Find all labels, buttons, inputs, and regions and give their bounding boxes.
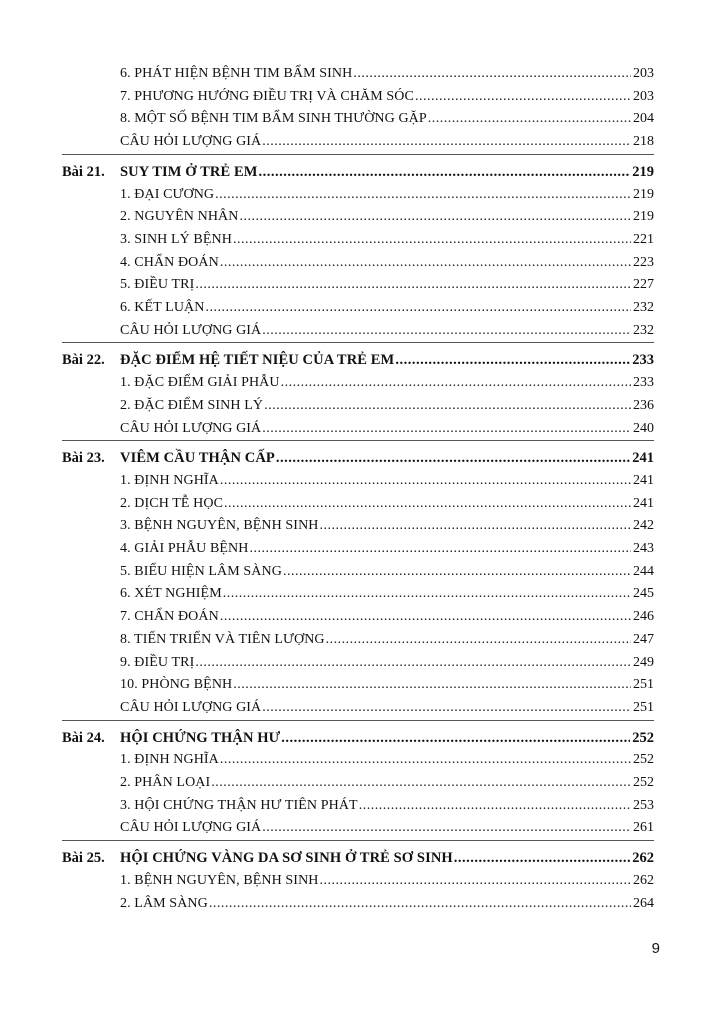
toc-entry-row[interactable] xyxy=(0,417,654,437)
toc-entry xyxy=(120,187,654,203)
dot-leader xyxy=(215,187,631,203)
dot-leader xyxy=(281,730,630,746)
toc-entry-row[interactable] xyxy=(0,892,654,912)
toc-entry xyxy=(120,352,654,368)
page-ref: 240 xyxy=(633,420,654,436)
page-ref: 251 xyxy=(633,699,654,715)
page-ref: 232 xyxy=(633,300,654,315)
toc-entry-row[interactable] xyxy=(0,816,654,836)
page-ref: 262 xyxy=(632,850,654,867)
toc-entry xyxy=(120,798,654,814)
toc-entry-row[interactable] xyxy=(0,469,654,489)
toc-entry-row[interactable] xyxy=(0,371,654,391)
page-ref: 218 xyxy=(633,134,654,150)
dot-leader xyxy=(320,873,632,889)
dot-leader xyxy=(205,300,631,316)
section-title: 7. PHƯƠNG HƯỚNG ĐIỀU TRỊ VÀ CHĂM SÓC xyxy=(120,88,414,104)
page-ref: 241 xyxy=(632,450,654,467)
toc-entry xyxy=(120,496,654,512)
section-title: 2. ĐẶC ĐIỂM SINH LÝ xyxy=(120,397,264,413)
toc-entry xyxy=(120,873,654,889)
dot-leader xyxy=(326,632,631,648)
dot-leader xyxy=(195,655,631,671)
section-title: 3. BỆNH NGUYÊN, BỆNH SINH xyxy=(120,518,319,534)
toc-entry xyxy=(120,677,654,693)
toc-entry-row[interactable] xyxy=(0,228,654,248)
toc-entry-row[interactable] xyxy=(0,514,654,534)
section-title: CÂU HỎI LƯỢNG GIÁ xyxy=(120,820,262,836)
page-number: 9 xyxy=(651,940,660,957)
toc-entry xyxy=(120,730,654,746)
chapter-number: Bài 24. xyxy=(62,729,105,746)
chapter-title: VIÊM CẦU THẬN CẤP xyxy=(120,450,275,467)
toc-entry xyxy=(120,66,654,82)
toc-entry-row[interactable] xyxy=(0,85,654,105)
chapter-number: Bài 23. xyxy=(62,450,105,467)
chapter-divider xyxy=(62,840,654,841)
section-title: CÂU HỎI LƯỢNG GIÁ xyxy=(120,420,262,436)
dot-leader xyxy=(283,564,631,580)
section-title: 3. HỘI CHỨNG THẬN HƯ TIÊN PHÁT xyxy=(120,797,358,813)
dot-leader xyxy=(395,352,630,368)
dot-leader xyxy=(264,398,631,414)
toc-chapter-row[interactable] xyxy=(0,846,654,866)
toc-entry-row[interactable] xyxy=(0,748,654,768)
dot-leader xyxy=(262,421,631,437)
toc-entry xyxy=(120,632,654,648)
dot-leader xyxy=(211,775,631,791)
toc-entry xyxy=(120,700,654,716)
section-title: 1. ĐẠI CƯƠNG xyxy=(120,186,215,202)
toc-entry-row[interactable] xyxy=(0,771,654,791)
toc-entry-row[interactable] xyxy=(0,394,654,414)
section-title: 8. TIẾN TRIỂN VÀ TIÊN LƯỢNG xyxy=(120,631,325,647)
page-ref: 223 xyxy=(633,254,654,270)
chapter-number: Bài 25. xyxy=(62,850,105,867)
dot-leader xyxy=(233,232,631,248)
toc-entry xyxy=(120,111,654,127)
dot-leader xyxy=(220,255,631,271)
section-title: CÂU HỎI LƯỢNG GIÁ xyxy=(120,699,262,715)
toc-entry-row[interactable] xyxy=(0,319,654,339)
toc-entry-row[interactable] xyxy=(0,582,654,602)
toc-entry-row[interactable] xyxy=(0,651,654,671)
dot-leader xyxy=(428,111,631,127)
dot-leader xyxy=(239,209,631,225)
page-ref: 246 xyxy=(633,609,654,625)
toc-entry xyxy=(120,541,654,557)
toc-entry xyxy=(120,586,654,602)
toc-entry-row[interactable] xyxy=(0,628,654,648)
toc-entry xyxy=(120,752,654,768)
toc-entry-row[interactable] xyxy=(0,296,654,316)
page-ref: 252 xyxy=(632,729,654,746)
chapter-number: Bài 22. xyxy=(62,352,105,369)
toc-entry xyxy=(120,609,654,625)
page-ref: 221 xyxy=(633,231,654,247)
chapter-title: ĐẶC ĐIỂM HỆ TIẾT NIỆU CỦA TRẺ EM xyxy=(120,352,395,369)
section-title: 8. MỘT SỐ BỆNH TIM BẨM SINH THƯỜNG GẶP xyxy=(120,111,427,127)
toc-chapter-row[interactable] xyxy=(0,726,654,746)
page-ref: 253 xyxy=(633,797,654,813)
toc-entry xyxy=(120,277,654,293)
toc-chapter-row[interactable] xyxy=(0,348,654,368)
section-title: 1. ĐẶC ĐIỂM GIẢI PHẪU xyxy=(120,375,280,391)
toc-entry xyxy=(120,375,654,391)
section-title: 2. LÂM SÀNG xyxy=(120,895,208,911)
toc-entry-row[interactable] xyxy=(0,492,654,512)
dot-leader xyxy=(223,586,631,602)
page-ref: 233 xyxy=(633,375,654,391)
section-title: 1. ĐỊNH NGHĨA xyxy=(120,752,219,768)
toc-entry xyxy=(120,564,654,580)
section-title: 2. DỊCH TỄ HỌC xyxy=(120,495,224,511)
toc-entry-row[interactable] xyxy=(0,183,654,203)
page-ref: 261 xyxy=(633,820,654,836)
page-ref: 251 xyxy=(633,677,654,693)
page-ref: 203 xyxy=(633,66,654,81)
dot-leader xyxy=(195,277,631,293)
page-ref: 219 xyxy=(632,163,654,180)
toc-entry xyxy=(120,89,654,105)
section-title: 6. KẾT LUẬN xyxy=(120,300,205,315)
page-ref: 242 xyxy=(633,518,654,534)
section-title: 10. PHÒNG BỆNH xyxy=(120,677,233,693)
toc-entry-row[interactable] xyxy=(0,673,654,693)
dot-leader xyxy=(262,820,631,836)
toc-entry xyxy=(120,450,654,466)
page-ref: 264 xyxy=(633,895,654,911)
page-ref: 241 xyxy=(633,472,654,488)
page-ref: 203 xyxy=(633,88,654,104)
chapter-divider xyxy=(62,440,654,441)
section-title: CÂU HỎI LƯỢNG GIÁ xyxy=(120,134,262,150)
page-ref: 219 xyxy=(633,186,654,202)
toc-entry-row[interactable] xyxy=(0,696,654,716)
toc-entry-row[interactable] xyxy=(0,794,654,814)
toc-entry-row[interactable] xyxy=(0,251,654,271)
toc-entry xyxy=(120,775,654,791)
dot-leader xyxy=(454,850,630,866)
toc-entry-row[interactable] xyxy=(0,605,654,625)
toc-entry xyxy=(120,850,654,866)
dot-leader xyxy=(359,798,631,814)
dot-leader xyxy=(220,609,631,625)
page-ref: 227 xyxy=(633,277,654,293)
toc-entry xyxy=(120,209,654,225)
section-title: 9. ĐIỀU TRỊ xyxy=(120,654,195,670)
toc-entry-row[interactable] xyxy=(0,130,654,150)
dot-leader xyxy=(249,541,631,557)
toc-entry xyxy=(120,164,654,180)
dot-leader xyxy=(276,450,630,466)
toc-entry xyxy=(120,421,654,437)
section-title: 7. CHẨN ĐOÁN xyxy=(120,609,219,625)
page-ref: 204 xyxy=(633,111,654,127)
dot-leader xyxy=(259,164,631,180)
section-title: 2. PHÂN LOẠI xyxy=(120,775,211,790)
chapter-title: HỘI CHỨNG VÀNG DA SƠ SINH Ở TRẺ SƠ SINH xyxy=(120,850,453,867)
section-title: 5. BIỂU HIỆN LÂM SÀNG xyxy=(120,563,282,579)
toc-entry xyxy=(120,232,654,248)
dot-leader xyxy=(220,473,631,489)
section-title: 5. ĐIỀU TRỊ xyxy=(120,277,195,293)
page-ref: 252 xyxy=(633,752,654,768)
dot-leader xyxy=(233,677,631,693)
dot-leader xyxy=(262,700,631,716)
dot-leader xyxy=(320,518,632,534)
toc-entry-row[interactable] xyxy=(0,537,654,557)
page-ref: 233 xyxy=(632,352,654,369)
chapter-divider xyxy=(62,154,654,155)
toc-entry xyxy=(120,323,654,339)
dot-leader xyxy=(209,896,631,912)
page-ref: 244 xyxy=(633,563,654,579)
section-title: 4. GIẢI PHẪU BỆNH xyxy=(120,541,249,556)
toc-entry-row[interactable] xyxy=(0,560,654,580)
toc-entry xyxy=(120,255,654,271)
section-title: CÂU HỎI LƯỢNG GIÁ xyxy=(120,322,262,338)
section-title: 6. XÉT NGHIỆM xyxy=(120,586,222,602)
toc-entry-row[interactable] xyxy=(0,62,654,82)
section-title: 1. ĐỊNH NGHĨA xyxy=(120,472,219,488)
page-ref: 262 xyxy=(633,872,654,888)
dot-leader xyxy=(353,66,631,82)
page-ref: 243 xyxy=(633,541,654,556)
chapter-divider xyxy=(62,342,654,343)
toc-entry-row[interactable] xyxy=(0,205,654,225)
dot-leader xyxy=(415,89,631,105)
section-title: 1. BỆNH NGUYÊN, BỆNH SINH xyxy=(120,872,319,888)
section-title: 4. CHẨN ĐOÁN xyxy=(120,254,219,270)
page-ref: 236 xyxy=(633,397,654,413)
section-title: 2. NGUYÊN NHÂN xyxy=(120,209,239,225)
page-ref: 245 xyxy=(633,586,654,602)
toc-entry xyxy=(120,896,654,912)
chapter-title: SUY TIM Ở TRẺ EM xyxy=(120,163,258,180)
chapter-title: HỘI CHỨNG THẬN HƯ xyxy=(120,729,281,746)
dot-leader xyxy=(220,752,631,768)
chapter-divider xyxy=(62,720,654,721)
section-title: 6. PHÁT HIỆN BỆNH TIM BẨM SINH xyxy=(120,66,353,81)
toc-entry xyxy=(120,300,654,316)
dot-leader xyxy=(262,134,631,150)
chapter-number: Bài 21. xyxy=(62,163,105,180)
page-ref: 249 xyxy=(633,654,654,670)
toc-entry xyxy=(120,398,654,414)
toc-entry-row[interactable] xyxy=(0,273,654,293)
toc-entry xyxy=(120,518,654,534)
dot-leader xyxy=(262,323,631,339)
toc-chapter-row[interactable] xyxy=(0,160,654,180)
section-title: 3. SINH LÝ BỆNH xyxy=(120,231,232,247)
toc-entry xyxy=(120,134,654,150)
page-ref: 232 xyxy=(633,322,654,338)
toc-chapter-row[interactable] xyxy=(0,446,654,466)
page-ref: 219 xyxy=(633,209,654,225)
toc-entry xyxy=(120,820,654,836)
toc-entry xyxy=(120,473,654,489)
toc-entry-row[interactable] xyxy=(0,869,654,889)
page-ref: 252 xyxy=(633,775,654,790)
dot-leader xyxy=(224,496,631,512)
dot-leader xyxy=(281,375,631,391)
toc-entry xyxy=(120,655,654,671)
toc-entry-row[interactable] xyxy=(0,107,654,127)
page-ref: 247 xyxy=(633,631,654,647)
page-ref: 241 xyxy=(633,495,654,511)
